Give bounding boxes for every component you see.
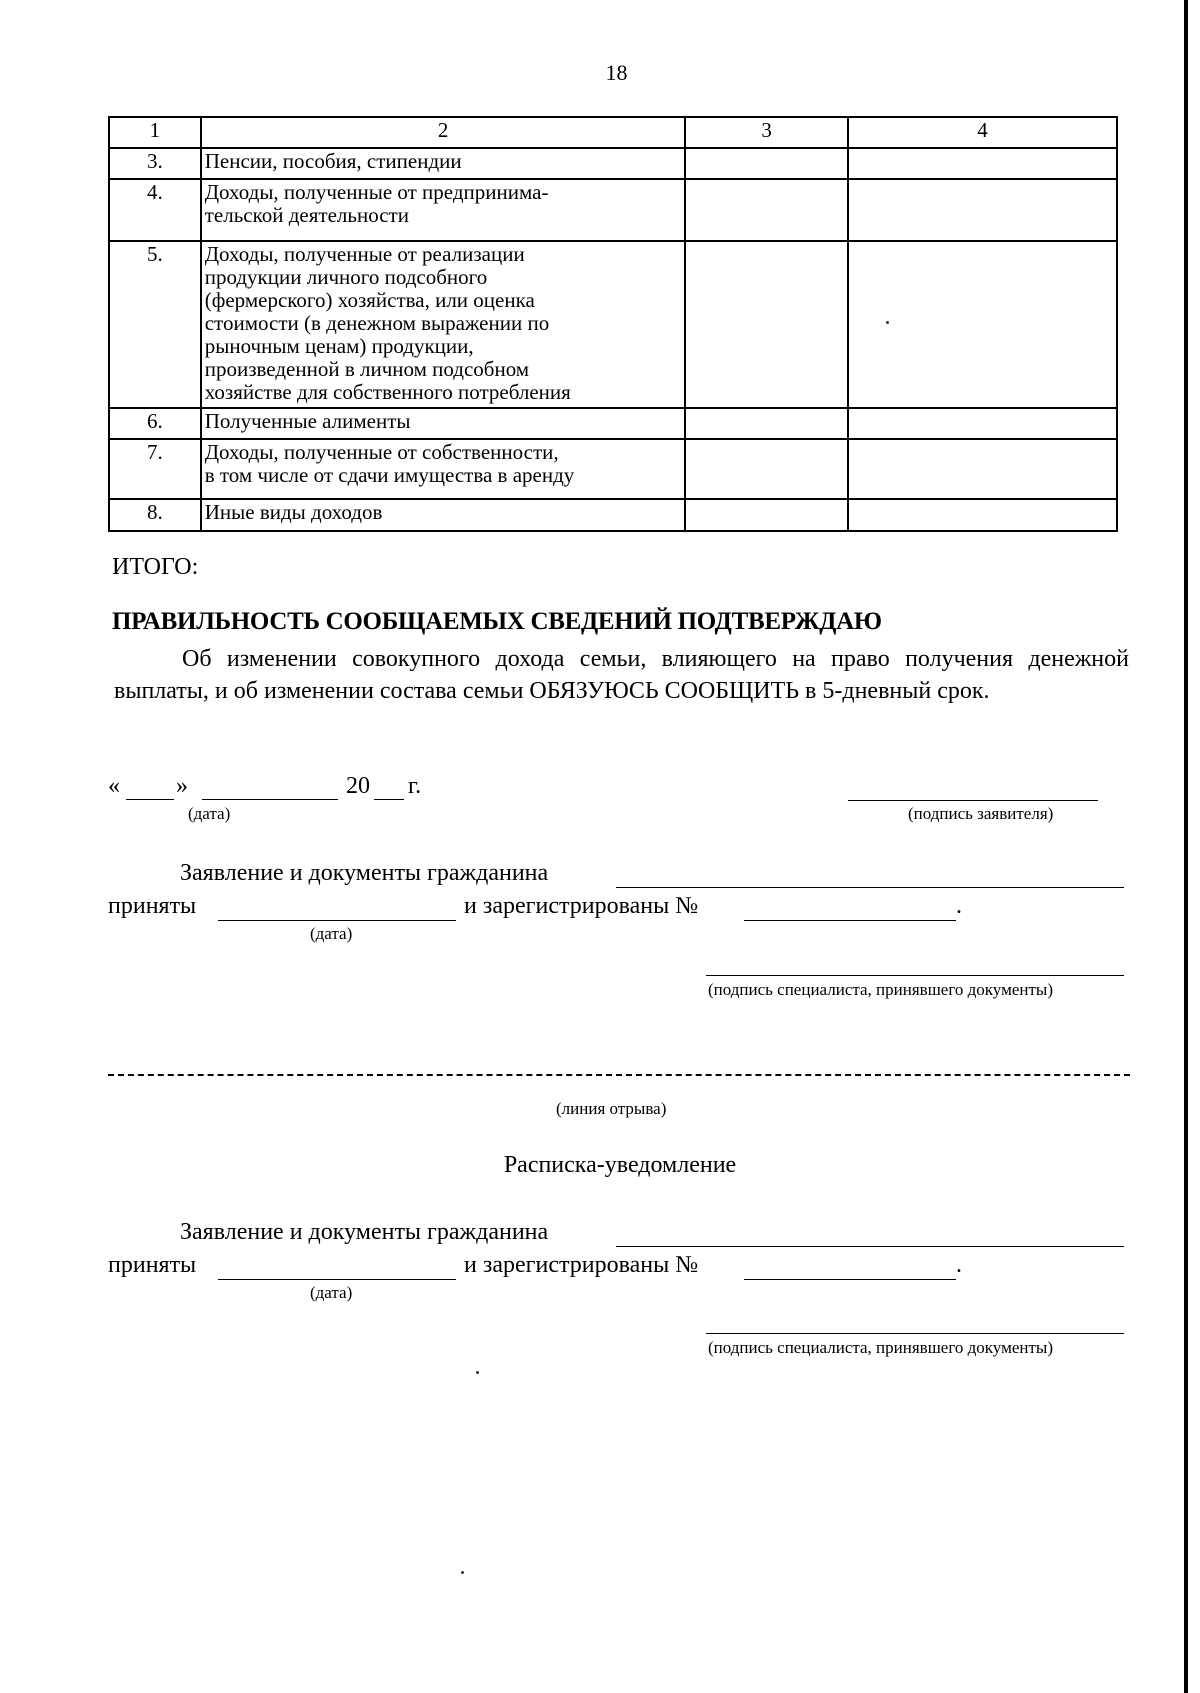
scan-speck [476, 1371, 479, 1374]
date-caption: (дата) [188, 804, 231, 823]
amount-cell-col4[interactable] [848, 439, 1117, 499]
specialist-signature-line [706, 975, 1124, 976]
table-row [109, 179, 1117, 241]
row-number-cell: 7. [109, 439, 201, 499]
applicant-signature-line [848, 800, 1098, 801]
income-type-line: тельской деятельности [204, 203, 409, 227]
specialist-signature-caption: (подпись специалиста, принявшего документы) [708, 980, 1053, 999]
year-field-line [374, 799, 404, 800]
income-type-line: Доходы, полученные от собственности, [204, 440, 559, 464]
row-number-cell: 3. [109, 148, 201, 179]
amount-cell-col3[interactable] [685, 499, 847, 531]
page-number: 18 [605, 60, 628, 85]
row-number-cell: 8. [109, 499, 201, 531]
table-row [109, 408, 1117, 439]
income-type-cell [201, 148, 686, 179]
income-type-cell [201, 439, 686, 499]
applicant-signature-caption: (подпись заявителя) [908, 804, 1054, 823]
scan-edge-border [1184, 0, 1188, 1693]
amount-cell-col4[interactable] [848, 241, 1117, 408]
receipt-specialist-signature-line [706, 1333, 1124, 1334]
table-row [109, 499, 1117, 531]
header-cell: 4 [848, 117, 1117, 148]
receipt-period: . [956, 1252, 962, 1278]
row-number-cell: 5. [109, 241, 201, 408]
registration-number-line [744, 920, 956, 921]
year-prefix: 20 [346, 773, 370, 799]
income-type-line: Полученные алименты [204, 409, 411, 433]
tear-line [108, 1074, 1130, 1076]
row-number-cell: 6. [109, 408, 201, 439]
amount-cell-col4[interactable] [848, 179, 1117, 241]
scan-speck [461, 1571, 464, 1574]
month-field-line [202, 799, 338, 800]
income-type-line: продукции личного подсобного [204, 265, 488, 289]
receipt-registration-number-line [744, 1279, 956, 1280]
accepted-label: приняты [108, 893, 197, 919]
accepted-date-line [218, 920, 456, 921]
receipt-specialist-signature-caption: (подпись специалиста, принявшего документы) [708, 1338, 1053, 1357]
amount-cell-col3[interactable] [685, 241, 847, 408]
tear-line-caption: (линия отрыва) [556, 1099, 667, 1118]
table-header-row [109, 117, 1117, 148]
amount-cell-col4[interactable] [848, 408, 1117, 439]
receipt-accepted-date-caption: (дата) [310, 1283, 353, 1302]
period: . [956, 893, 962, 919]
income-type-cell [201, 408, 686, 439]
accepted-date-caption: (дата) [310, 924, 353, 943]
table-row [109, 148, 1117, 179]
header-cell: 2 [201, 117, 686, 148]
scan-speck [886, 321, 889, 324]
header-cell: 1 [109, 117, 201, 148]
receipt-registered-label: и зарегистрированы № [464, 1252, 699, 1278]
income-type-line: хозяйстве для собственного потребления [204, 380, 571, 404]
total-label: ИТОГО: [112, 554, 199, 580]
income-type-line: произведенной в личном подсобном [204, 357, 530, 381]
receipt-accepted-label: приняты [108, 1252, 197, 1278]
income-type-line: (фермерского) хозяйства, или оценка [204, 288, 535, 312]
amount-cell-col4[interactable] [848, 499, 1117, 531]
income-table [108, 116, 1118, 532]
obligation-paragraph: Об изменении совокупного дохода семьи, влияющего на право получения денежной выплаты, и об изменении состава семьи ОБЯЗУЮСЬ СООБЩИТЬ в 5-дневный срок. [114, 646, 1129, 704]
table-row [109, 241, 1117, 408]
close-quote: » [176, 773, 188, 799]
income-type-line: Доходы, полученные от предпринима- [204, 180, 549, 204]
year-suffix: г. [408, 773, 422, 799]
citizen-name-line [616, 887, 1124, 888]
income-table-body [109, 117, 1117, 531]
row-number-cell: 4. [109, 179, 201, 241]
income-type-cell [201, 499, 686, 531]
amount-cell-col3[interactable] [685, 408, 847, 439]
amount-cell-col3[interactable] [685, 148, 847, 179]
amount-cell-col3[interactable] [685, 439, 847, 499]
table-row [109, 439, 1117, 499]
receipt-accepted-date-line [218, 1279, 456, 1280]
income-type-line: в том числе от сдачи имущества в аренду [204, 463, 575, 487]
application-statement: Заявление и документы гражданина [180, 860, 549, 886]
receipt-title: Расписка-уведомление [503, 1152, 737, 1178]
registered-label: и зарегистрированы № [464, 893, 699, 919]
confirmation-heading: ПРАВИЛЬНОСТЬ СООБЩАЕМЫХ СВЕДЕНИЙ ПОДТВЕРЖДАЮ [112, 608, 882, 635]
amount-cell-col4[interactable] [848, 148, 1117, 179]
receipt-application-statement: Заявление и документы гражданина [180, 1219, 549, 1245]
income-type-line: Доходы, полученные от реализации [204, 242, 525, 266]
income-type-line: стоимости (в денежном выражении по [204, 311, 550, 335]
income-type-cell [201, 179, 686, 241]
open-quote: « [108, 773, 120, 799]
header-cell: 3 [685, 117, 847, 148]
income-type-cell [201, 241, 686, 408]
receipt-citizen-name-line [616, 1246, 1124, 1247]
income-type-line: Пенсии, пособия, стипендии [204, 149, 462, 173]
income-type-line: рыночным ценам) продукции, [204, 334, 474, 358]
amount-cell-col3[interactable] [685, 179, 847, 241]
day-field-line [126, 799, 174, 800]
income-type-line: Иные виды доходов [204, 500, 383, 524]
